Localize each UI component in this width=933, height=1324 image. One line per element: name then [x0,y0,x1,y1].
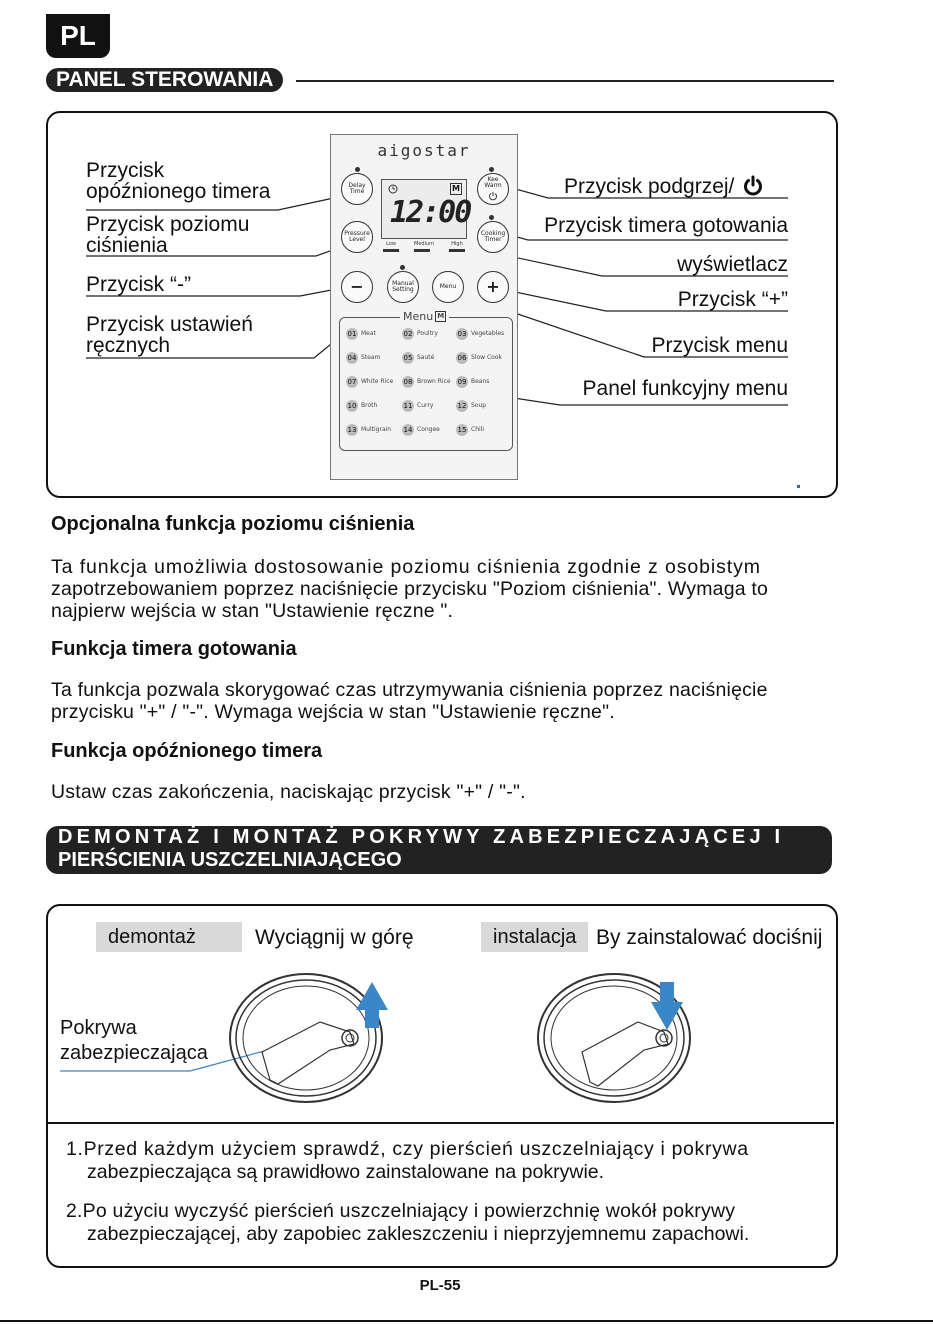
menu-item-number: 08 [403,378,413,386]
menu-item-number: 11 [403,402,413,410]
menu-item [402,352,434,364]
menu-item-label: Soup [471,402,487,409]
menu-item-number: 12 [457,402,467,410]
label-plus-button: Przycisk “+” [677,288,788,311]
menu-item [402,328,438,340]
menu-item [456,424,484,436]
menu-item-label: Meat [361,330,376,337]
label-cooking-timer-button: Przycisk timera gotowania [544,214,788,237]
feature-heading-pressure: Opcjonalna funkcja poziomu ciśnienia [51,513,415,535]
menu-item [402,400,433,412]
label-menu-function-panel: Panel funkcyjny menu [582,377,788,400]
power-icon [488,191,498,201]
display-time: 12:00 [390,195,471,230]
device-control-panel [330,134,518,480]
arrow-down-icon [651,982,683,1030]
arrow-up-icon [356,982,388,1028]
cover-label: Pokrywa zabezpieczająca [60,1017,208,1064]
label-pressure-level-button: Przycisk poziomu ciśnienia [86,213,250,257]
menu-panel-title: Menu M [400,310,449,323]
label-delay-timer-button: Przycisk opóźnionego timera [86,159,271,203]
footer-rule [0,1320,933,1322]
feature-heading-delay-timer: Funkcja opóźnionego timera [51,740,323,762]
menu-item-number: 15 [457,426,467,434]
feature-heading-cooking-timer: Funkcja timera gotowania [51,638,297,660]
menu-item-label: White Rice [361,378,394,385]
menu-item [346,328,376,340]
menu-item [402,376,451,388]
menu-item [456,400,486,412]
label-keep-warm-button: Przycisk podgrzej/ [564,175,764,197]
menu-item-label: Brown Rice [417,378,451,385]
plus-button[interactable]: + [477,271,509,303]
label-minus-button: Przycisk “-” [86,273,191,296]
menu-item [346,352,380,364]
menu-item-label: Beans [471,378,490,385]
delay-time-button[interactable]: Delay Time [341,173,373,205]
menu-item-label: Multigrain [361,426,392,433]
menu-item [346,400,377,412]
menu-item-number: 01 [347,330,357,338]
section-title-disassembly: DEMONTAŻ I MONTAŻ POKRYWY ZABEZPIECZAJĄCEJ I PIERŚCIENIA USZCZELNIAJĄCEGO [46,826,832,874]
brand-logo: aigostar [377,141,471,160]
menu-item-number: 13 [347,426,357,434]
menu-item-number: 05 [403,354,413,362]
label-display: wyświetlacz [677,253,788,276]
feature-text-delay-timer: Ustaw czas zakończenia, naciskając przycisk "+" / "-". [51,781,526,803]
menu-item-number: 09 [457,378,467,386]
cooking-timer-button[interactable]: Cooking Timer [477,221,509,253]
menu-item-label: Vegetables [471,330,505,337]
page-number: PL-55 [419,1277,461,1294]
feature-text-cooking-timer: Ta funkcja pozwala skorygować czas utrzymywania ciśnienia poprzez naciśnięcie przycisku "+" / "-". Wymaga wejścia w stan "Ustawienie ręczne". [51,679,768,723]
display-mode-indicator: M [450,183,462,195]
menu-item-label: Sauté [417,354,435,361]
menu-item-number: 14 [403,426,413,434]
lid-remove [230,974,382,1102]
menu-item-label: Curry [417,402,434,409]
menu-item-label: Congee [417,426,440,433]
menu-item [456,376,489,388]
pressure-level-indicators: Low Medium High [383,241,465,252]
menu-item-number: 07 [347,378,357,386]
step-1: 1.Przed każdym użyciem sprawdź, czy pierścień uszczelniający i pokrywa zabezpieczająca są prawidłowo zainstalowane na pokrywie. [66,1138,749,1183]
menu-item-label: Steam [361,354,381,361]
menu-item-number: 04 [347,354,357,362]
menu-item-number: 06 [457,354,467,362]
menu-item [456,328,504,340]
menu-item [346,424,391,436]
section-title-control-panel: PANEL STEROWANIA [46,68,283,92]
menu-item-label: Slow Cook [471,354,502,361]
marker-dot [797,485,800,488]
menu-button[interactable]: Menu [432,271,464,303]
menu-item-label: Chili [471,426,484,433]
pressure-level-button[interactable]: Pressure Level [341,221,373,253]
remove-instruction: Wyciągnij w górę [255,926,414,949]
lid-illustrations [0,960,933,1120]
menu-item-label: Poultry [417,330,438,337]
label-menu-button: Przycisk menu [651,334,788,357]
manual-setting-button[interactable]: Manual Setting [387,271,419,303]
lcd-display [381,179,471,239]
install-instruction: By zainstalować dociśnij [596,926,823,949]
disassembly-divider [48,1122,834,1124]
menu-item-label: Broth [361,402,378,409]
install-tag: instalacja [481,922,588,952]
menu-item-number: 02 [403,330,413,338]
menu-item [402,424,440,436]
menu-item [456,352,502,364]
power-icon [742,175,764,197]
language-tag: PL [46,14,110,58]
menu-item-number: 10 [347,402,357,410]
feature-text-pressure: Ta funkcja umożliwia dostosowanie poziomu ciśnienia zgodnie z osobistym zapotrzebowaniem poprzez naciśnięcie przycisku "Poziom ciśnienia". Wymaga to najpierw wejścia w stan "Ustawienie ręczne ". [51,556,769,622]
minus-button[interactable]: − [341,271,373,303]
clock-icon [388,184,398,194]
menu-function-panel [339,310,513,451]
label-manual-setting-button: Przycisk ustawień ręcznych [86,313,253,357]
remove-tag: demontaż [96,922,242,952]
keep-warm-button[interactable]: Kee Warm [477,173,509,205]
step-2: 2.Po użyciu wyczyść pierścień uszczelniający i powierzchnię wokół pokrywy zabezpieczającej, aby zapobiec zakleszczeniu i nieprzyjemnemu zapachowi. [66,1200,750,1245]
menu-item-number: 03 [457,330,467,338]
menu-item [346,376,393,388]
